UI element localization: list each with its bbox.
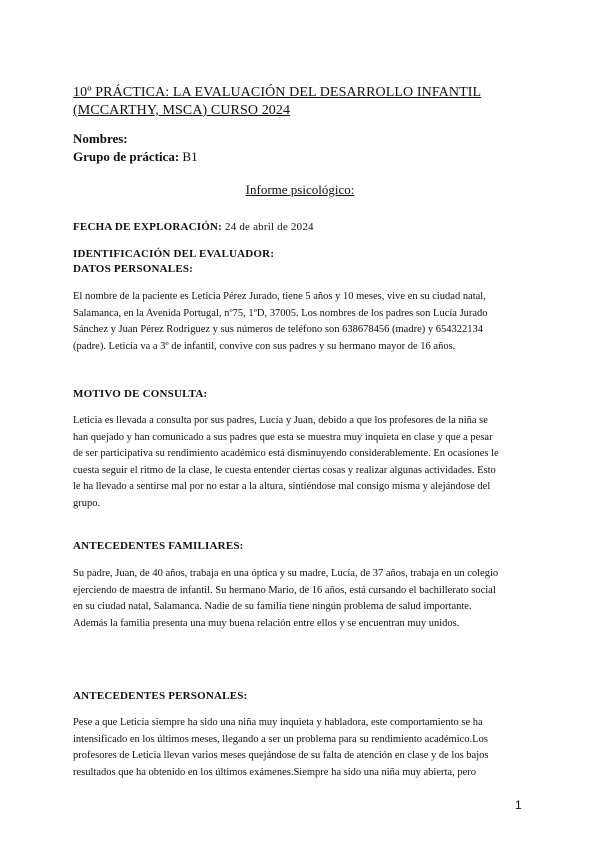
paragraph-line: le ha llevado a sentirse mal por no estar a la altura, sintiéndose mal consigo misma y alejándose del [73,481,491,493]
paragraph-line: de ser participativa su rendimiento académico está disminuyendo considerablemente. En ocasiones le [73,448,499,460]
nombres-label: Nombres: [73,131,128,146]
fecha-value: 24 de abril de 2024 [222,221,314,233]
paragraph-line: Leticia es llevada a consulta por sus padres, Lucía y Juan, debido a que los profesores de la niña se [73,415,488,426]
motivo-heading: MOTIVO DE CONSULTA: [73,388,208,400]
fecha-label: FECHA DE EXPLORACIÓN: [73,221,223,233]
grupo-line [73,148,198,165]
paragraph-line: Además la familia presenta una muy buena relación entre ellos y se encuentran muy unidos. [73,617,460,629]
paragraph-line: resultados que ha obtenido en los últimos exámenes.Siempre ha sido una niña muy abierta, pero [73,766,476,778]
datos-personales-heading: DATOS PERSONALES: [73,263,194,275]
paragraph-line: El nombre de la paciente es Leticia Pérez Jurado, tiene 5 años y 10 meses, vive en su ciudad natal, [73,291,486,302]
antecedentes-personales-heading: ANTECEDENTES PERSONALES: [73,690,248,702]
grupo-label: Grupo de práctica: [73,149,180,164]
grupo-value: B1 [179,149,198,164]
paragraph-line: profesores de Leticia llevan varios meses quejándose de su falta de atención en clase y de los bajos [73,750,489,762]
page-number: 1 [515,798,522,812]
datos-paragraph [73,289,525,355]
paragraph-line: grupo. [73,497,101,509]
antecedentes-familiares-heading: ANTECEDENTES FAMILIARES: [73,540,244,552]
paragraph-line: han quejado y han comunicado a sus padres que esta se muestra muy inquieta en clase y que a pesar [73,431,493,443]
paragraph-line: ejerciendo de maestra de infantil. Su hermano Mario, de 16 años, está cursando el bachillerato social [73,584,496,596]
paragraph-line: intensificado en los últimos meses, llegando a ser un problema para su rendimiento académico.Los [73,733,488,745]
familiares-paragraph [73,566,525,632]
identificacion-heading: IDENTIFICACIÓN DEL EVALUADOR: [73,248,275,260]
paragraph-line: Pese a que Leticia siempre ha sido una niña muy inquieta y habladora, este comportamiento se ha [73,717,483,728]
paragraph-line: Su padre, Juan, de 40 años, trabaja en una óptica y su madre, Lucía, de 37 años, trabaja en un colegio [73,568,499,579]
paragraph-line: en su ciudad natal, Salamanca. Nadie de su familia tiene ningún problema de salud importante. [73,601,472,613]
paragraph-line: Salamanca, en la Avenida Portugal, nº75, 1ºD, 37005. Los nombres de los padres son Lucía Jurado [73,307,488,319]
personales-paragraph [73,715,525,781]
informe-title: Informe psicológico: [245,182,355,197]
paragraph-line: cuesta seguir el ritmo de la clase, le cuesta entender ciertas cosas y realizar algunas actividades. Esto [73,464,496,476]
paragraph-line: (padre). Leticia va a 3º de infantil, convive con sus padres y su hermano mayor de 16 años. [73,340,456,352]
motivo-paragraph [73,413,525,513]
fecha-line [73,221,314,233]
paragraph-line: Sánchez y Juan Pérez Rodriguez y sus números de teléfono son 638678456 (madre) y 654322134 [73,324,483,336]
document-title: 10º PRÁCTICA: LA EVALUACIÓN DEL DESARROLLO INFANTIL (MCCARTHY, MSCA) CURSO 2024 [73,85,482,118]
